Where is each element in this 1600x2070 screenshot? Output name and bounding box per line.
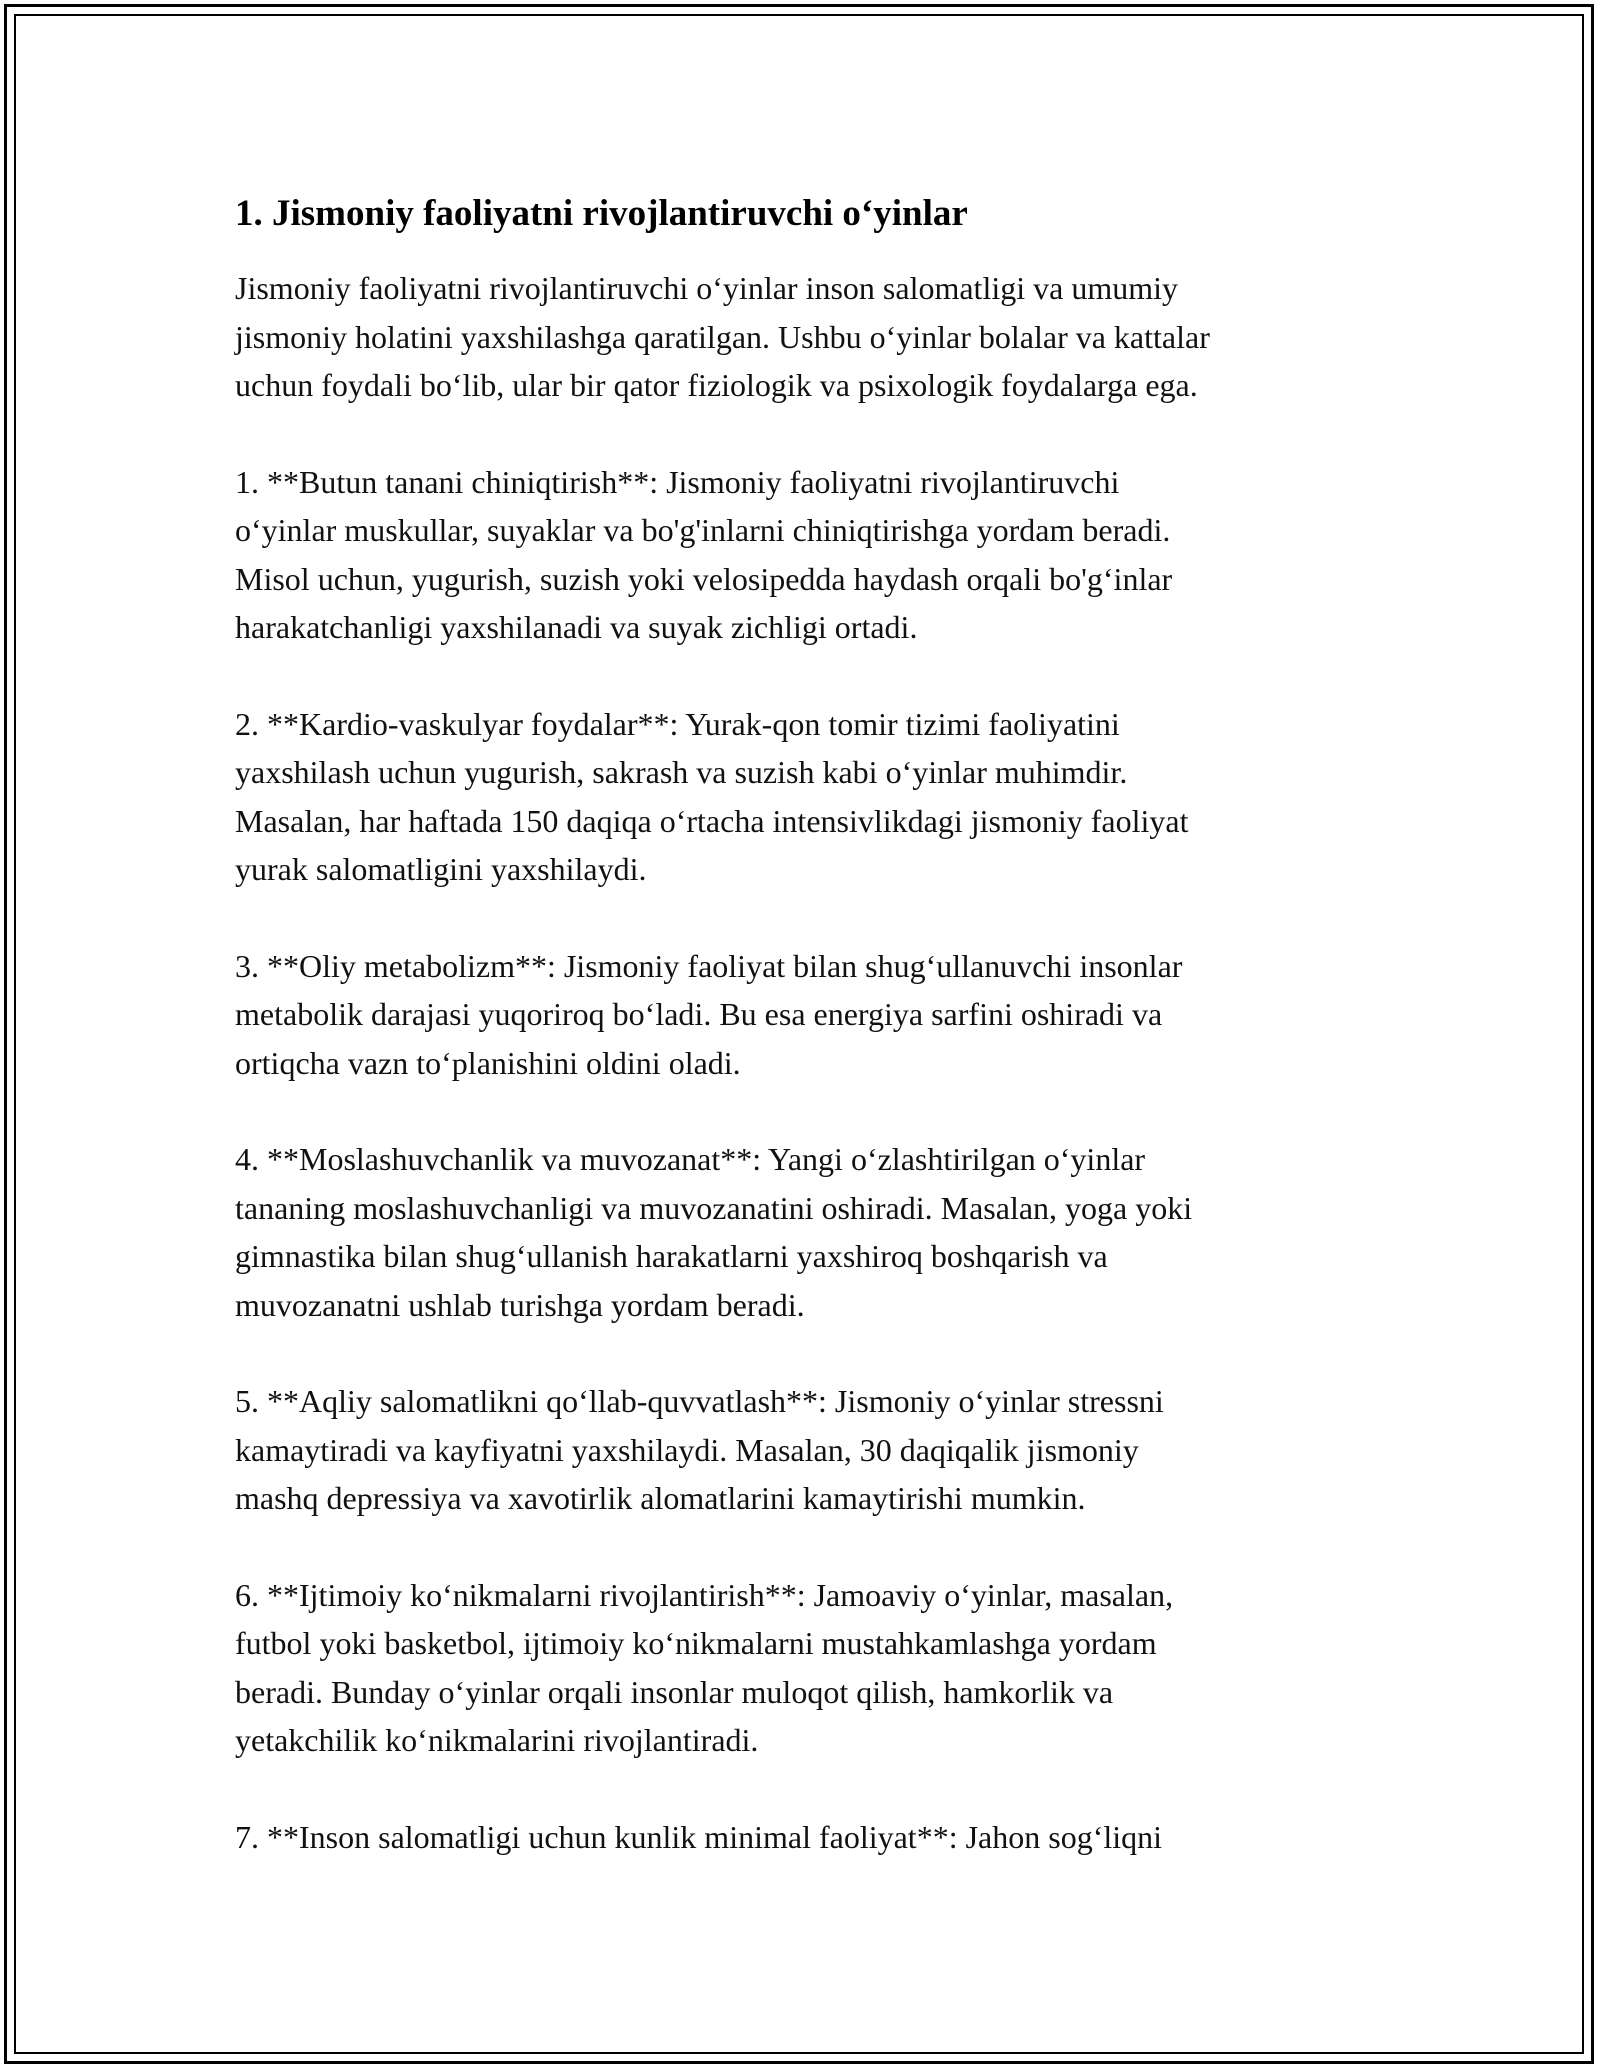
text-line: yurak salomatligini yaxshilaydi. — [235, 851, 647, 887]
text-line: metabolik darajasi yuqoriroq bo‘ladi. Bu esa energiya sarfini oshiradi va — [235, 996, 1163, 1032]
paragraph — [235, 700, 1375, 894]
text-line: futbol yoki basketbol, ijtimoiy ko‘nikmalarni mustahkamlashga yordam — [235, 1625, 1157, 1661]
text-line: Jismoniy faoliyatni rivojlantiruvchi o‘yinlar inson salomatligi va umumiy — [235, 270, 1178, 306]
text-line: muvozanatni ushlab turishga yordam beradi. — [235, 1286, 805, 1323]
text-line: kamaytiradi va kayfiyatni yaxshilaydi. Masalan, 30 daqiqalik jismoniy — [235, 1431, 1139, 1468]
text-line: Misol uchun, yugurish, suzish yoki velosipedda haydash orqali bo'g‘inlar — [235, 560, 1173, 597]
text-line: gimnastika bilan shug‘ullanish harakatlarni yaxshiroq boshqarish va — [235, 1238, 1108, 1274]
text-line: mashq depressiya va xavotirlik alomatlarini kamaytirishi mumkin. — [235, 1480, 1086, 1516]
text-line: uchun foydali bo‘lib, ular bir qator fiziologik va psixologik foydalarga ega. — [235, 367, 1198, 403]
text-line: yetakchilik ko‘nikmalarini rivojlantiradi. — [235, 1722, 759, 1758]
text-line: 3. **Oliy metabolizm**: Jismoniy faoliyat bilan shug‘ullanuvchi insonlar — [235, 947, 1183, 984]
text-line: beradi. Bunday o‘yinlar orqali insonlar muloqot qilish, hamkorlik va — [235, 1673, 1114, 1710]
text-line: 6. **Ijtimoiy ko‘nikmalarni rivojlantirish**: Jamoaviy o‘yinlar, masalan, — [235, 1576, 1174, 1613]
paragraph — [235, 264, 1375, 410]
paragraph — [235, 1135, 1375, 1329]
text-line: 2. **Kardio-vaskulyar foydalar**: Yurak-qon tomir tizimi faoliyatini — [235, 705, 1120, 742]
text-line: yaxshilash uchun yugurish, sakrash va suzish kabi o‘yinlar muhimdir. — [235, 754, 1128, 790]
text-line: o‘yinlar muskullar, suyaklar va bo'g'inlarni chiniqtirishga yordam beradi. — [235, 512, 1171, 548]
paragraph — [235, 458, 1375, 652]
text-line: jismoniy holatini yaxshilashga qaratilgan. Ushbu o‘yinlar bolalar va kattalar — [235, 318, 1210, 355]
text-line: 7. **Inson salomatligi uchun kunlik minimal faoliyat**: Jahon sog‘liqni — [235, 1818, 1163, 1855]
document-body — [235, 264, 1375, 1861]
section-heading: 1. Jismoniy faoliyatni rivojlantiruvchi o‘yinlar — [235, 193, 968, 234]
text-line: 5. **Aqliy salomatlikni qo‘llab-quvvatlash**: Jismoniy o‘yinlar stressni — [235, 1383, 1164, 1419]
paragraph — [235, 1377, 1375, 1523]
document-page — [235, 190, 1375, 1909]
text-line: tananing moslashuvchanligi va muvozanatini oshiradi. Masalan, yoga yoki — [235, 1189, 1193, 1226]
text-line: ortiqcha vazn to‘planishini oldini oladi. — [235, 1044, 741, 1081]
paragraph — [235, 1571, 1375, 1765]
text-line: Masalan, har haftada 150 daqiqa o‘rtacha intensivlikdagi jismoniy faoliyat — [235, 802, 1189, 839]
paragraph — [235, 1813, 1375, 1862]
text-line: 1. **Butun tanani chiniqtirish**: Jismoniy faoliyatni rivojlantiruvchi — [235, 463, 1120, 500]
paragraph — [235, 942, 1375, 1088]
text-line: 4. **Moslashuvchanlik va muvozanat**: Yangi o‘zlashtirilgan o‘yinlar — [235, 1141, 1146, 1177]
text-line: harakatchanligi yaxshilanadi va suyak zichligi ortadi. — [235, 609, 918, 645]
